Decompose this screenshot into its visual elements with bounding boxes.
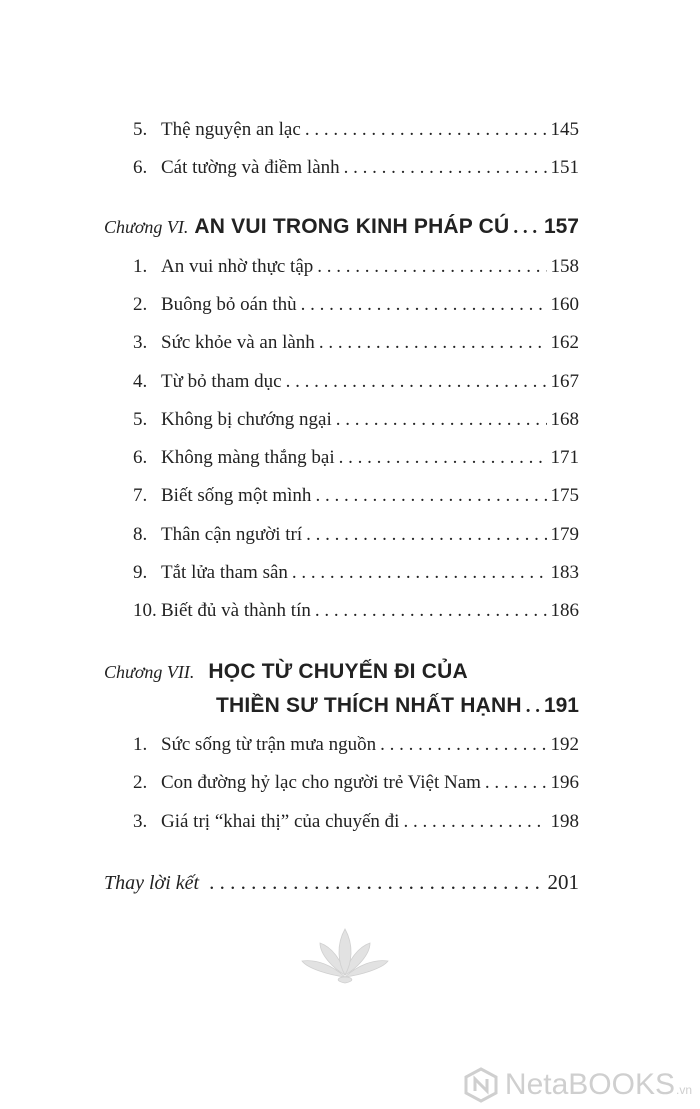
dot-leader [306, 523, 546, 547]
dot-leader [344, 156, 547, 180]
toc-entry [133, 561, 579, 585]
entry-title: Không bị chướng ngại [161, 409, 332, 430]
entry-page: 160 [550, 294, 579, 315]
toc-entry [133, 408, 579, 432]
dot-leader [315, 484, 546, 508]
entry-page: 162 [550, 332, 579, 353]
chapter-title-line2: THIỀN SƯ THÍCH NHẤT HẠNH [216, 694, 522, 717]
entry-number: 5. [133, 119, 148, 140]
entry-page: 167 [550, 371, 579, 392]
entry-number: 6. [133, 447, 148, 468]
entry-number: 10. [133, 600, 157, 621]
dot-leader [485, 771, 547, 795]
entry-page: 196 [550, 772, 579, 793]
entry-title: Biết sống một mình [161, 485, 312, 506]
dot-leader [305, 118, 547, 142]
entry-title: Thệ nguyện an lạc [161, 119, 301, 140]
chapter-page: 191 [543, 694, 579, 717]
dot-leader [301, 293, 547, 317]
entry-number: 8. [133, 524, 148, 545]
entry-number: 7. [133, 485, 148, 506]
entry-page: 192 [550, 734, 579, 755]
toc-entry [133, 771, 579, 795]
toc-entry [133, 156, 579, 180]
watermark-suffix: .vn [675, 1083, 692, 1097]
entry-number: 2. [133, 294, 148, 315]
entry-title: Thân cận người trí [161, 524, 303, 545]
dot-leader [315, 599, 547, 623]
toc-entry [133, 733, 579, 757]
chapter-6-heading [104, 215, 579, 240]
toc-entry [133, 255, 579, 279]
toc-entry [133, 599, 579, 623]
toc-entry [133, 484, 579, 508]
dot-leader [403, 810, 546, 834]
entry-page: 198 [550, 811, 579, 832]
entry-page: 158 [550, 256, 579, 277]
toc-entry [133, 370, 579, 394]
chapter-prefix: Chương VI. [104, 217, 189, 237]
epilogue-page: 201 [547, 870, 579, 894]
entry-title: Sức sống từ trận mưa nguồn [161, 734, 377, 755]
toc-entry [133, 331, 579, 355]
chapter-page: 157 [543, 215, 579, 238]
entry-title: Con đường hỷ lạc cho người trẻ Việt Nam [161, 772, 481, 793]
entry-number: 6. [133, 157, 148, 178]
epilogue-entry [104, 870, 579, 895]
dot-leader [292, 561, 547, 585]
entry-page: 183 [550, 562, 579, 583]
epilogue-title: Thay lời kết [104, 872, 200, 894]
entry-title: Từ bỏ tham dục [161, 371, 282, 392]
chapter-title: AN VUI TRONG KINH PHÁP CÚ [194, 215, 510, 238]
dot-leader [336, 408, 547, 432]
entry-number: 1. [133, 734, 148, 755]
entry-number: 2. [133, 772, 148, 793]
entry-title: Cát tường và điềm lành [161, 157, 340, 178]
toc-entry [133, 523, 579, 547]
dot-leader [380, 733, 546, 757]
chapter-7-heading-line2 [216, 694, 579, 719]
dot-leader [526, 695, 540, 719]
entry-page: 145 [550, 119, 579, 140]
entry-title: Buông bỏ oán thù [161, 294, 297, 315]
toc-entry [133, 810, 579, 834]
dot-leader [513, 216, 540, 240]
dot-leader [339, 446, 547, 470]
entry-page: 171 [550, 447, 579, 468]
entry-number: 1. [133, 256, 148, 277]
entry-page: 186 [550, 600, 579, 621]
entry-page: 179 [550, 524, 579, 545]
entry-page: 175 [550, 485, 579, 506]
chapter-7-heading-line1 [104, 660, 468, 684]
netabooks-watermark [463, 1067, 692, 1103]
entry-number: 3. [133, 811, 148, 832]
chapter-title-line1: HỌC TỪ CHUYẾN ĐI CỦA [208, 660, 468, 683]
entry-title: Giá trị “khai thị” của chuyến đi [161, 811, 400, 832]
dot-leader [209, 870, 543, 894]
entry-title: An vui nhờ thực tập [161, 256, 314, 277]
entry-number: 4. [133, 371, 148, 392]
toc-entry [133, 446, 579, 470]
dot-leader [286, 370, 547, 394]
entry-page: 151 [550, 157, 579, 178]
netabooks-logo-icon [463, 1067, 499, 1103]
dot-leader [319, 331, 547, 355]
entry-number: 3. [133, 332, 148, 353]
chapter-prefix: Chương VII. [104, 662, 195, 682]
entry-title: Không màng thắng bại [161, 447, 335, 468]
dot-leader [317, 255, 546, 279]
toc-entry [133, 118, 579, 142]
entry-number: 5. [133, 409, 148, 430]
entry-title: Tắt lửa tham sân [161, 562, 288, 583]
entry-page: 168 [550, 409, 579, 430]
lotus-icon [300, 925, 390, 985]
entry-title: Biết đủ và thành tín [161, 600, 311, 621]
entry-number: 9. [133, 562, 148, 583]
toc-entry [133, 293, 579, 317]
watermark-brand: NetaBOOKS [504, 1068, 675, 1101]
entry-title: Sức khỏe và an lành [161, 332, 315, 353]
